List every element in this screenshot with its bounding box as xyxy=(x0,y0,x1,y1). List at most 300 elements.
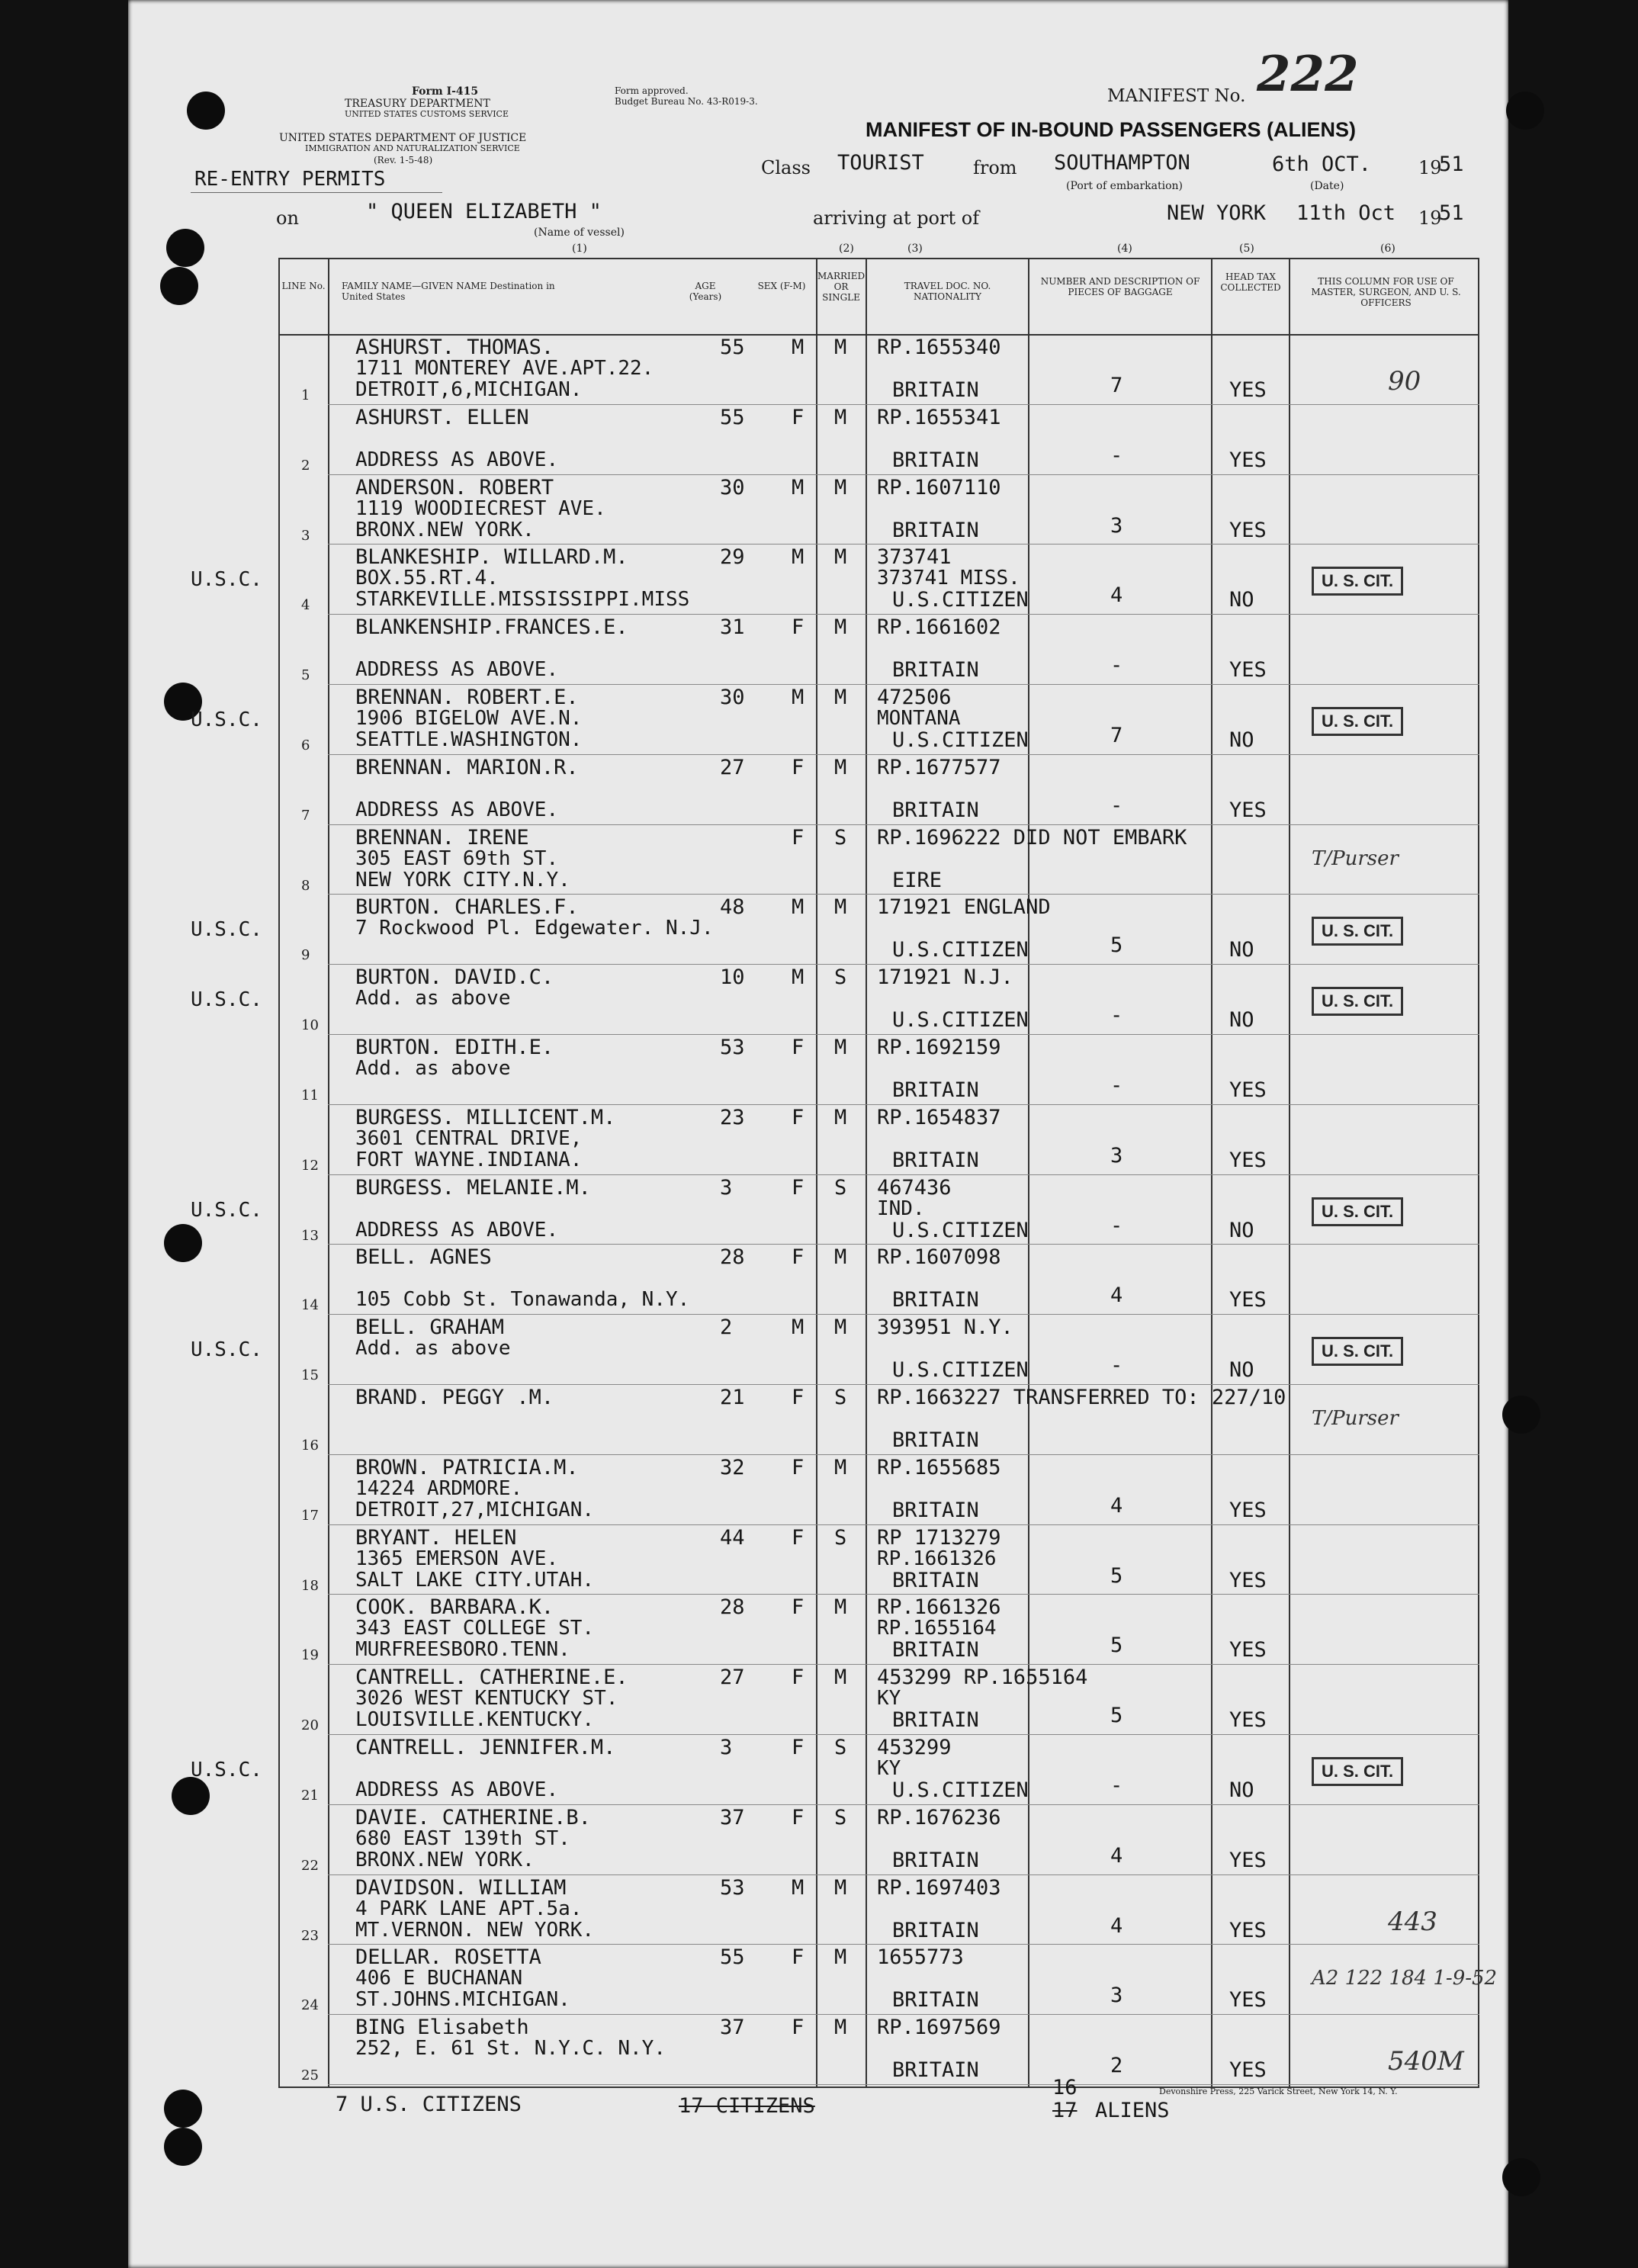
row-divider xyxy=(328,1734,1479,1735)
address-line-1: 3601 CENTRAL DRIVE, xyxy=(355,1126,583,1150)
address-line-2: MURFREESBORO.TENN. xyxy=(355,1638,570,1662)
line-number: 13 xyxy=(301,1227,319,1244)
handwritten-annotation: 540M xyxy=(1388,2046,1464,2077)
travel-doc-number: RP.1663227 TRANSFERRED TO: 227/10 xyxy=(877,1386,1286,1409)
passenger-name: BLANKENSHIP.FRANCES.E. xyxy=(355,615,628,640)
row-divider xyxy=(328,2084,1479,2085)
col-number-3: (3) xyxy=(907,243,923,255)
age: 53 xyxy=(720,1036,745,1059)
head-tax: YES xyxy=(1229,518,1267,542)
margin-note: U.S.C. xyxy=(191,1198,262,1222)
travel-doc-number: RP.1677577 xyxy=(877,755,1001,779)
officer-note: T/Purser xyxy=(1312,846,1399,870)
passenger-name: BRENNAN. ROBERT.E. xyxy=(355,686,579,709)
sex: F xyxy=(792,1805,805,1829)
marital-status: M xyxy=(834,475,847,500)
marital-status: M xyxy=(834,405,847,429)
sex: F xyxy=(792,1455,805,1479)
address-line-1: 4 PARK LANE APT.5a. xyxy=(355,1897,583,1920)
age: 55 xyxy=(720,405,745,429)
head-tax: YES xyxy=(1229,1918,1267,1942)
sex: F xyxy=(792,1666,805,1690)
justice-dept: UNITED STATES DEPARTMENT OF JUSTICE xyxy=(279,132,527,144)
head-tax: YES xyxy=(1229,1568,1267,1592)
address-line-2: DETROIT,27,MICHIGAN. xyxy=(355,1498,595,1521)
marital-status: M xyxy=(834,755,847,779)
marital-status: M xyxy=(834,2016,847,2040)
ins-service: IMMIGRATION AND NATURALIZATION SERVICE xyxy=(305,143,520,153)
year-prefix-2: 19 xyxy=(1418,207,1442,229)
age: 30 xyxy=(720,686,745,709)
col-number-2: (2) xyxy=(839,243,854,255)
arrival-date: 11th Oct xyxy=(1296,201,1396,225)
nationality: U.S.CITIZEN xyxy=(892,1358,1029,1383)
age: 55 xyxy=(720,336,745,359)
passenger-name: BURTON. DAVID.C. xyxy=(355,965,554,990)
sex: F xyxy=(792,1036,805,1059)
line-number: 10 xyxy=(301,1017,319,1034)
line-number: 18 xyxy=(301,1577,319,1594)
sex: M xyxy=(792,895,805,920)
line-number: 6 xyxy=(301,737,310,753)
sex: F xyxy=(792,755,805,779)
row-divider xyxy=(328,1944,1479,1945)
header-married: MARRIED OR SINGLE xyxy=(817,271,866,303)
marital-status: M xyxy=(834,1455,847,1479)
address-line-2: STARKEVILLE.MISSISSIPPI.MISS xyxy=(355,588,690,612)
line-number: 5 xyxy=(301,667,310,684)
age: 30 xyxy=(720,475,745,500)
row-divider xyxy=(328,1874,1479,1875)
nationality: EIRE xyxy=(892,868,943,892)
year-prefix: 19 xyxy=(1418,157,1442,178)
travel-doc-extra: KY xyxy=(877,1687,901,1711)
officer-note: U. S. CIT. xyxy=(1312,1757,1403,1786)
line-number: 17 xyxy=(301,1507,319,1524)
nationality: U.S.CITIZEN xyxy=(892,1008,1029,1033)
manifest-title: MANIFEST OF IN-BOUND PASSENGERS (ALIENS) xyxy=(866,118,1357,141)
marital-status: M xyxy=(834,545,847,570)
travel-doc-number: RP.1676236 xyxy=(877,1805,1001,1829)
address-line-2: DETROIT,6,MICHIGAN. xyxy=(355,378,583,401)
nationality: U.S.CITIZEN xyxy=(892,1778,1029,1802)
row-divider xyxy=(328,684,1479,685)
col-number-4: (4) xyxy=(1117,243,1132,255)
passenger-name: BLANKESHIP. WILLARD.M. xyxy=(355,545,628,570)
marital-status: S xyxy=(834,1805,847,1829)
marital-status: M xyxy=(834,1945,847,1970)
margin-note: U.S.C. xyxy=(191,918,262,942)
head-tax: NO xyxy=(1229,1778,1254,1802)
sex: F xyxy=(792,1945,805,1970)
sex: F xyxy=(792,405,805,429)
address-line-2: BRONX.NEW YORK. xyxy=(355,1848,535,1871)
address-line-2: SEATTLE.WASHINGTON. xyxy=(355,728,583,751)
row-divider xyxy=(328,824,1479,825)
baggage-count: 3 xyxy=(1110,513,1123,538)
sex: F xyxy=(792,1175,805,1200)
baggage-count: - xyxy=(1110,1354,1123,1378)
age: 37 xyxy=(720,1805,745,1829)
line-number: 16 xyxy=(301,1438,319,1454)
reentry-permits: RE-ENTRY PERMITS xyxy=(194,168,386,191)
nationality: BRITAIN xyxy=(892,1148,979,1172)
age: 27 xyxy=(720,1666,745,1690)
address-line-1: 14224 ARDMORE. xyxy=(355,1476,523,1500)
age: 55 xyxy=(720,1945,745,1970)
passenger-name: DAVIE. CATHERINE.B. xyxy=(355,1805,591,1829)
margin-note: U.S.C. xyxy=(191,568,262,592)
head-tax: YES xyxy=(1229,378,1267,402)
marital-status: M xyxy=(834,1666,847,1690)
margin-note: U.S.C. xyxy=(191,708,262,731)
passenger-name: BELL. AGNES xyxy=(355,1245,492,1270)
header-line-no: LINE No. xyxy=(281,281,326,291)
age: 2 xyxy=(720,1316,733,1340)
passenger-name: ANDERSON. ROBERT xyxy=(355,475,554,500)
sex: M xyxy=(792,336,805,359)
head-tax: YES xyxy=(1229,798,1267,822)
vessel-label: (Name of vessel) xyxy=(534,226,625,239)
row-divider xyxy=(328,1244,1479,1245)
revision: (Rev. 1-5-48) xyxy=(374,155,433,165)
row-divider xyxy=(328,614,1479,615)
baggage-count: - xyxy=(1110,1074,1123,1097)
head-tax: NO xyxy=(1229,588,1254,612)
travel-doc-number: 453299 RP.1655164 xyxy=(877,1666,1088,1690)
travel-doc-extra: MONTANA xyxy=(877,707,961,730)
sex: F xyxy=(792,1525,805,1550)
travel-doc-number: RP.1607098 xyxy=(877,1245,1001,1270)
address-line-1: Add. as above xyxy=(355,1057,511,1080)
row-divider xyxy=(328,2014,1479,2015)
travel-doc-extra: IND. xyxy=(877,1197,925,1220)
passenger-name: BURGESS. MILLICENT.M. xyxy=(355,1105,616,1129)
travel-doc-number: RP.1655685 xyxy=(877,1455,1001,1479)
nationality: BRITAIN xyxy=(892,1988,979,2013)
nationality: BRITAIN xyxy=(892,1708,979,1733)
baggage-count: 4 xyxy=(1110,1843,1123,1868)
passenger-name: BURTON. CHARLES.F. xyxy=(355,895,579,920)
form-approved: Form approved. xyxy=(615,85,689,96)
nationality: U.S.CITIZEN xyxy=(892,728,1029,752)
line-number: 22 xyxy=(301,1857,319,1874)
passenger-name: CANTRELL. CATHERINE.E. xyxy=(355,1666,628,1690)
line-number: 3 xyxy=(301,527,310,544)
line-number: 1 xyxy=(301,387,310,403)
row-divider xyxy=(328,1314,1479,1315)
age: 29 xyxy=(720,545,745,570)
passenger-name: DAVIDSON. WILLIAM xyxy=(355,1875,567,1900)
travel-doc-number: 171921 ENGLAND xyxy=(877,895,1051,920)
marital-status: S xyxy=(834,1386,847,1409)
row-divider xyxy=(328,754,1479,755)
sex: F xyxy=(792,1105,805,1129)
baggage-count: - xyxy=(1110,793,1123,818)
address-line-2: LOUISVILLE.KENTUCKY. xyxy=(355,1708,595,1732)
passenger-name: BRENNAN. IRENE xyxy=(355,825,529,850)
passenger-name: BELL. GRAHAM xyxy=(355,1316,505,1340)
marital-status: S xyxy=(834,825,847,850)
address-line-2: BRONX.NEW YORK. xyxy=(355,518,535,541)
address-line-1: Add. as above xyxy=(355,987,511,1010)
officer-note: U. S. CIT. xyxy=(1312,1337,1403,1366)
handwritten-annotation: 90 xyxy=(1388,366,1421,397)
row-divider xyxy=(328,1454,1479,1455)
year-suffix-2: 51 xyxy=(1439,201,1464,225)
head-tax: YES xyxy=(1229,658,1267,683)
travel-doc-number: RP.1654837 xyxy=(877,1105,1001,1129)
nationality: BRITAIN xyxy=(892,658,979,683)
passenger-name: ASHURST. ELLEN xyxy=(355,405,529,429)
officer-note: T/Purser xyxy=(1312,1407,1399,1430)
row-divider xyxy=(328,1804,1479,1805)
port-embarkation-label: (Port of embarkation) xyxy=(1066,180,1183,192)
line-number: 14 xyxy=(301,1297,319,1314)
passenger-name: DELLAR. ROSETTA xyxy=(355,1945,541,1970)
punch-hole xyxy=(164,2090,202,2128)
nationality: BRITAIN xyxy=(892,448,979,472)
passenger-name: BRENNAN. MARION.R. xyxy=(355,755,579,779)
nationality: BRITAIN xyxy=(892,378,979,402)
age: 53 xyxy=(720,1875,745,1900)
sex: F xyxy=(792,2016,805,2040)
address-line-2: FORT WAYNE.INDIANA. xyxy=(355,1148,583,1171)
travel-doc-extra: 373741 MISS. xyxy=(877,567,1020,590)
sex: F xyxy=(792,1595,805,1620)
handwritten-annotation: 443 xyxy=(1388,1906,1437,1937)
officer-note: U. S. CIT. xyxy=(1312,917,1403,946)
year-suffix: 51 xyxy=(1439,153,1464,176)
nationality: U.S.CITIZEN xyxy=(892,1218,1029,1242)
from-label: from xyxy=(973,157,1017,178)
sex: F xyxy=(792,1386,805,1409)
class-label: Class xyxy=(761,157,811,178)
vessel-name: " QUEEN ELIZABETH " xyxy=(366,200,602,223)
nationality: U.S.CITIZEN xyxy=(892,938,1029,962)
baggage-count: - xyxy=(1110,1004,1123,1028)
header-sex: SEX (F-M) xyxy=(757,281,806,291)
row-divider xyxy=(328,894,1479,895)
baggage-count: 3 xyxy=(1110,1984,1123,2008)
age: 21 xyxy=(720,1386,745,1409)
footer-aliens-label: ALIENS xyxy=(1095,2099,1170,2122)
address-line-2: ADDRESS AS ABOVE. xyxy=(355,798,559,821)
travel-doc-number: RP.1697403 xyxy=(877,1875,1001,1900)
nationality: BRITAIN xyxy=(892,1288,979,1312)
officer-note: U. S. CIT. xyxy=(1312,1197,1403,1226)
head-tax: YES xyxy=(1229,1638,1267,1662)
nationality: BRITAIN xyxy=(892,1848,979,1872)
punch-hole xyxy=(172,1777,210,1815)
age: 23 xyxy=(720,1105,745,1129)
address-line-2: MT.VERNON. NEW YORK. xyxy=(355,1918,595,1942)
head-tax: YES xyxy=(1229,1848,1267,1872)
address-line-2: 105 Cobb St. Tonawanda, N.Y. xyxy=(355,1288,690,1312)
budget-bureau: Budget Bureau No. 43-R019-3. xyxy=(615,96,758,107)
date-label: (Date) xyxy=(1310,180,1344,192)
travel-doc-number: RP.1692159 xyxy=(877,1036,1001,1059)
nationality: BRITAIN xyxy=(892,2058,979,2083)
line-number: 8 xyxy=(301,877,310,894)
treasury-dept: TREASURY DEPARTMENT xyxy=(345,98,490,110)
footer-struck-citizens: 17 CITIZENS xyxy=(679,2094,815,2118)
baggage-count: 7 xyxy=(1110,724,1123,747)
sex: M xyxy=(792,1316,805,1340)
from-port: SOUTHAMPTON xyxy=(1054,151,1190,175)
passenger-name: BRYANT. HELEN xyxy=(355,1525,517,1550)
marital-status: S xyxy=(834,1525,847,1550)
header-head-tax: HEAD TAX COLLECTED xyxy=(1220,271,1281,293)
address-line-2: ADDRESS AS ABOVE. xyxy=(355,1778,559,1801)
punch-hole xyxy=(164,1224,202,1262)
address-line-2: ADDRESS AS ABOVE. xyxy=(355,658,559,682)
travel-doc-number: 472506 xyxy=(877,686,952,709)
margin-note: U.S.C. xyxy=(191,1759,262,1781)
header-baggage: NUMBER AND DESCRIPTION OF PIECES OF BAGGAGE xyxy=(1040,276,1200,297)
nationality: BRITAIN xyxy=(892,1428,979,1452)
head-tax: NO xyxy=(1229,938,1254,962)
marital-status: M xyxy=(834,895,847,920)
travel-doc-number: RP 1713279 xyxy=(877,1525,1001,1550)
age: 3 xyxy=(720,1175,733,1200)
marital-status: M xyxy=(834,1875,847,1900)
travel-doc-number: RP.1655341 xyxy=(877,405,1001,429)
line-number: 24 xyxy=(301,1997,319,2014)
punch-hole xyxy=(1502,1396,1540,1434)
head-tax: YES xyxy=(1229,1078,1267,1102)
col-number-5: (5) xyxy=(1239,243,1254,255)
arriving-label: arriving at port of xyxy=(813,207,980,229)
passenger-name: BURTON. EDITH.E. xyxy=(355,1036,554,1059)
passenger-name: BROWN. PATRICIA.M. xyxy=(355,1455,579,1479)
punch-hole xyxy=(166,229,204,267)
nationality: BRITAIN xyxy=(892,1498,979,1522)
address-line-1: 343 EAST COLLEGE ST. xyxy=(355,1617,595,1640)
baggage-count: 7 xyxy=(1110,374,1123,397)
col-number-6: (6) xyxy=(1380,243,1396,255)
manifest-number: 222 xyxy=(1257,46,1359,103)
marital-status: M xyxy=(834,1595,847,1620)
punch-hole xyxy=(1502,2158,1540,2196)
departure-date: 6th OCT. xyxy=(1272,153,1372,176)
baggage-count: 4 xyxy=(1110,583,1123,608)
customs-service: UNITED STATES CUSTOMS SERVICE xyxy=(345,109,509,119)
nationality: BRITAIN xyxy=(892,1918,979,1942)
address-line-1: 680 EAST 139th ST. xyxy=(355,1826,570,1850)
line-number: 11 xyxy=(301,1087,319,1103)
table-top-rule xyxy=(278,258,1479,259)
address-line-2: NEW YORK CITY.N.Y. xyxy=(355,868,570,891)
head-tax: YES xyxy=(1229,1988,1267,2013)
margin-note: U.S.C. xyxy=(191,988,262,1012)
passenger-name: BRAND. PEGGY .M. xyxy=(355,1386,554,1409)
address-line-1: 3026 WEST KENTUCKY ST. xyxy=(355,1687,618,1711)
travel-doc-number: RP.1661326 xyxy=(877,1595,1001,1620)
line-number: 23 xyxy=(301,1927,319,1944)
travel-doc-extra: KY xyxy=(877,1757,901,1780)
age: 3 xyxy=(720,1736,733,1759)
baggage-count: - xyxy=(1110,1213,1123,1238)
address-line-1: Add. as above xyxy=(355,1337,511,1360)
baggage-count: 4 xyxy=(1110,1283,1123,1308)
address-line-1: 1119 WOODIECREST AVE. xyxy=(355,496,606,520)
header-travel-doc: TRAVEL DOC. NO. NATIONALITY xyxy=(904,281,991,302)
sex: M xyxy=(792,686,805,709)
address-line-1: BOX.55.RT.4. xyxy=(355,567,499,590)
row-divider xyxy=(328,404,1479,405)
address-line-1: 305 EAST 69th ST. xyxy=(355,846,559,870)
age: 44 xyxy=(720,1525,745,1550)
age: 28 xyxy=(720,1245,745,1270)
passenger-name: COOK. BARBARA.K. xyxy=(355,1595,554,1620)
punch-hole xyxy=(187,92,225,130)
sex: M xyxy=(792,965,805,990)
row-divider xyxy=(328,1664,1479,1665)
marital-status: M xyxy=(834,1105,847,1129)
address-line-1: 7 Rockwood Pl. Edgewater. N.J. xyxy=(355,917,714,940)
punch-hole xyxy=(160,267,198,305)
address-line-2: ADDRESS AS ABOVE. xyxy=(355,448,559,471)
sex: F xyxy=(792,1245,805,1270)
travel-doc-number: 171921 N.J. xyxy=(877,965,1013,990)
sex: M xyxy=(792,545,805,570)
baggage-count: 5 xyxy=(1110,1563,1123,1588)
manifest-sheet xyxy=(128,0,1508,2268)
travel-doc-number: RP.1655340 xyxy=(877,336,1001,359)
row-divider xyxy=(328,1174,1479,1175)
address-line-1: 1711 MONTEREY AVE.APT.22. xyxy=(355,357,654,380)
header-name: FAMILY NAME—GIVEN NAME Destination in United States xyxy=(342,281,555,302)
row-divider xyxy=(328,474,1479,475)
passenger-name: BING Elisabeth xyxy=(355,2016,529,2040)
row-divider xyxy=(328,964,1479,965)
row-divider xyxy=(328,1594,1479,1595)
sex: M xyxy=(792,1875,805,1900)
head-tax: YES xyxy=(1229,2058,1267,2083)
baggage-count: 4 xyxy=(1110,1913,1123,1938)
line-number: 20 xyxy=(301,1717,319,1734)
travel-doc-number: RP.1661602 xyxy=(877,615,1001,640)
baggage-count: 5 xyxy=(1110,1634,1123,1658)
arrival-port: NEW YORK xyxy=(1167,201,1267,225)
head-tax: NO xyxy=(1229,1008,1254,1033)
baggage-count: 4 xyxy=(1110,1493,1123,1518)
marital-status: S xyxy=(834,965,847,990)
punch-hole xyxy=(1506,92,1544,130)
head-tax: NO xyxy=(1229,1218,1254,1242)
age: 27 xyxy=(720,755,745,779)
nationality: U.S.CITIZEN xyxy=(892,588,1029,612)
address-line-2: ADDRESS AS ABOVE. xyxy=(355,1218,559,1242)
sex: F xyxy=(792,1736,805,1759)
head-tax: NO xyxy=(1229,728,1254,752)
baggage-count: 5 xyxy=(1110,933,1123,958)
travel-doc-extra: RP.1655164 xyxy=(877,1617,997,1640)
row-divider xyxy=(328,1034,1479,1035)
address-line-1: 1365 EMERSON AVE. xyxy=(355,1547,559,1570)
officer-note: U. S. CIT. xyxy=(1312,987,1403,1016)
baggage-count: 2 xyxy=(1110,2054,1123,2078)
marital-status: M xyxy=(834,1036,847,1059)
nationality: BRITAIN xyxy=(892,798,979,822)
address-line-1: 1906 BIGELOW AVE.N. xyxy=(355,707,583,730)
marital-status: M xyxy=(834,1245,847,1270)
header-age: AGE (Years) xyxy=(689,281,722,302)
age: 48 xyxy=(720,895,745,920)
line-number: 12 xyxy=(301,1157,319,1174)
age: 32 xyxy=(720,1455,745,1479)
